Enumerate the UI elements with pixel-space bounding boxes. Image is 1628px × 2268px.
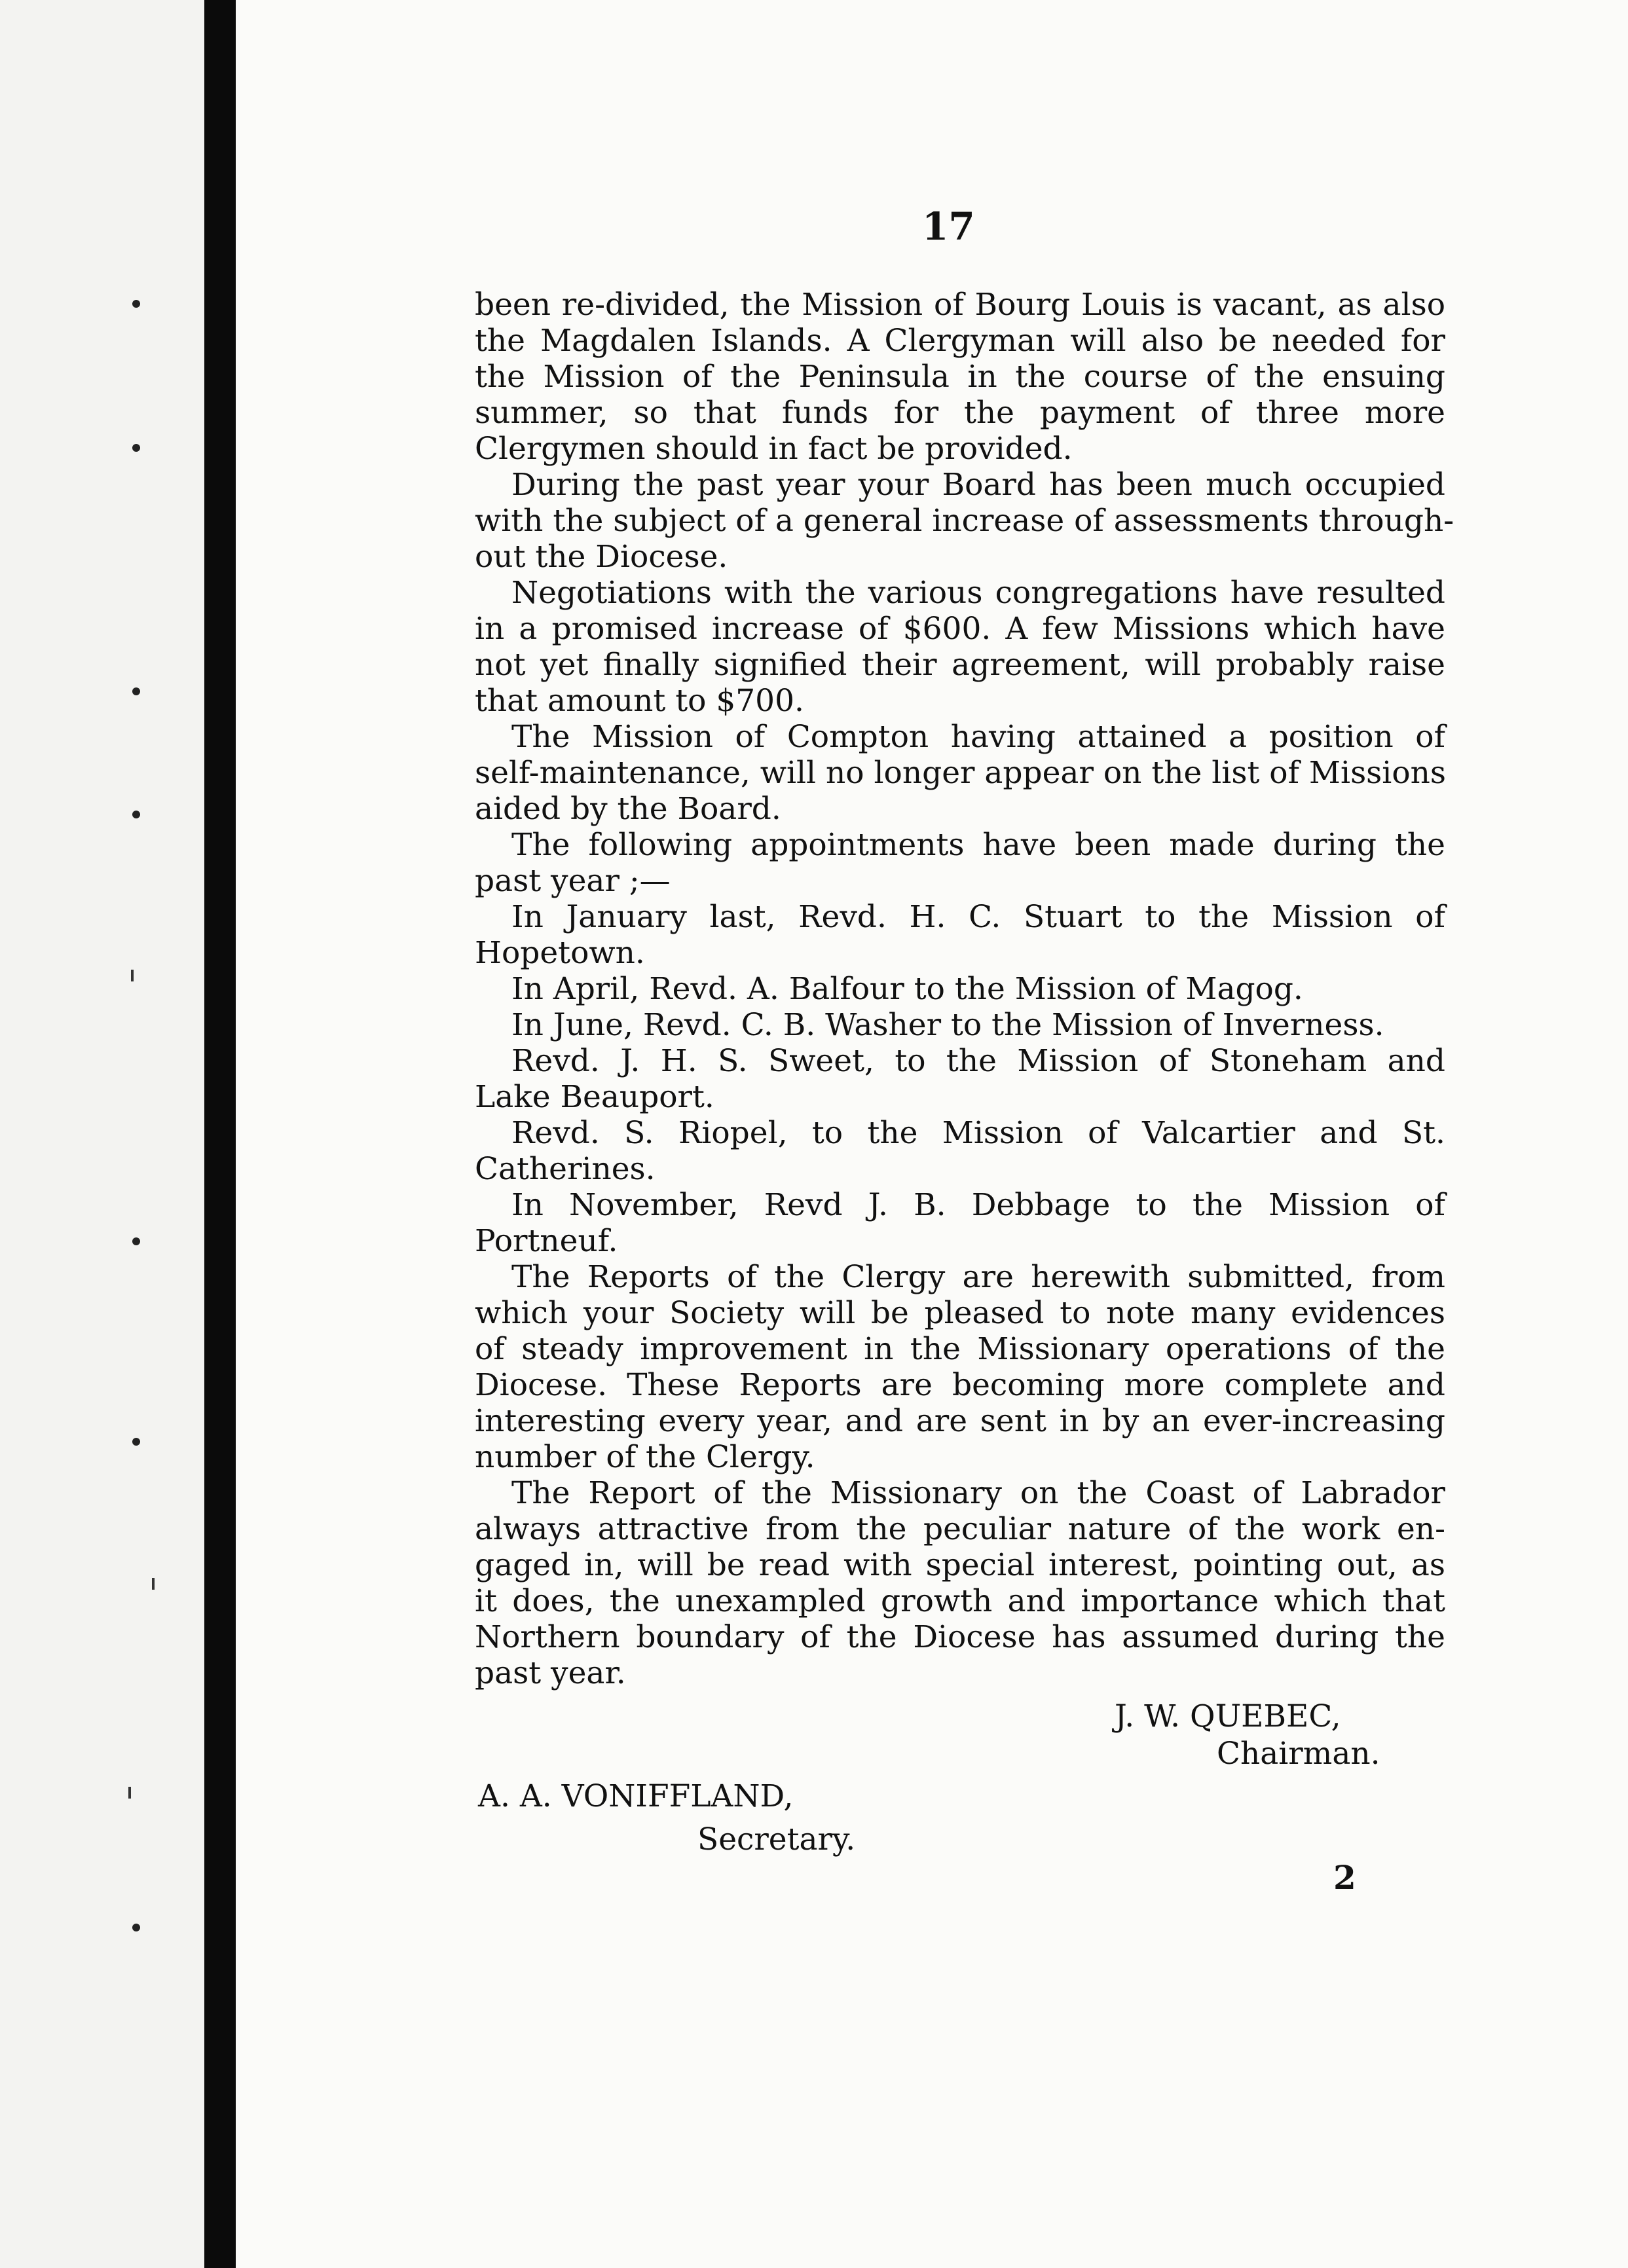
bleed-mark bbox=[132, 300, 140, 308]
bleed-mark bbox=[131, 970, 134, 981]
text-line: interesting every year, and are sent in by an ever-increasing bbox=[475, 1403, 1445, 1439]
paragraph bbox=[475, 971, 1445, 1007]
text-line: the Mission of the Peninsula in the course of the ensuing bbox=[475, 359, 1445, 395]
secretary-title: Secretary. bbox=[697, 1821, 856, 1857]
text-line: which your Society will be pleased to note many evidences bbox=[475, 1295, 1445, 1331]
text-line: summer, so that funds for the payment of three more bbox=[475, 395, 1445, 431]
text-line: aided by the Board. bbox=[475, 791, 781, 827]
paragraph bbox=[475, 1115, 1445, 1187]
text-line: Diocese. These Reports are becoming more complete and bbox=[475, 1367, 1445, 1403]
facing-page-edge bbox=[0, 0, 204, 2268]
paragraph bbox=[475, 1187, 1445, 1259]
bleed-mark bbox=[128, 1787, 131, 1799]
text-line: Catherines. bbox=[475, 1151, 656, 1187]
text-line: During the past year your Board has been much occupied bbox=[511, 467, 1445, 503]
paragraph bbox=[475, 575, 1445, 719]
paragraph bbox=[475, 719, 1445, 827]
bleed-mark bbox=[132, 811, 140, 818]
bleed-mark bbox=[132, 1438, 140, 1446]
text-line: number of the Clergy. bbox=[475, 1439, 815, 1475]
text-line: In June, Revd. C. B. Washer to the Mission of Inverness. bbox=[511, 1007, 1384, 1043]
chairman-name: J. W. QUEBEC, bbox=[1115, 1698, 1341, 1734]
text-line: out the Diocese. bbox=[475, 539, 728, 575]
text-line: Negotiations with the various congregations have resulted bbox=[511, 575, 1445, 611]
text-line: Portneuf. bbox=[475, 1223, 618, 1259]
text-line: Lake Beauport. bbox=[475, 1079, 714, 1115]
text-line: The Reports of the Clergy are herewith submitted, from bbox=[511, 1259, 1445, 1295]
text-line: Northern boundary of the Diocese has assumed during the bbox=[475, 1619, 1445, 1655]
paragraph bbox=[475, 1259, 1445, 1475]
text-line: Revd. S. Riopel, to the Mission of Valcartier and St. bbox=[511, 1115, 1445, 1151]
text-line: self-maintenance, will no longer appear on the list of Missions bbox=[475, 755, 1447, 791]
paragraph bbox=[475, 467, 1454, 575]
bleed-mark bbox=[132, 687, 140, 695]
text-line: The Report of the Missionary on the Coast of Labrador bbox=[511, 1475, 1445, 1511]
book-gutter bbox=[204, 0, 236, 2268]
body-text bbox=[475, 287, 1454, 1691]
text-line: The following appointments have been made during the bbox=[511, 827, 1445, 863]
paragraph bbox=[475, 899, 1445, 971]
text-line: that amount to $700. bbox=[475, 683, 804, 719]
paragraph bbox=[475, 287, 1445, 467]
text-line: In November, Revd J. B. Debbage to the Mission of bbox=[511, 1187, 1445, 1223]
text-line: Revd. J. H. S. Sweet, to the Mission of Stoneham and bbox=[511, 1043, 1445, 1079]
text-line: In January last, Revd. H. C. Stuart to the Mission of bbox=[511, 899, 1445, 935]
bleed-mark bbox=[152, 1578, 155, 1590]
bleed-mark bbox=[132, 1924, 140, 1931]
signature-mark: 2 bbox=[1333, 1858, 1356, 1897]
paragraph bbox=[475, 1475, 1445, 1691]
paragraph bbox=[475, 827, 1445, 899]
text-line: In April, Revd. A. Balfour to the Mission of Magog. bbox=[511, 971, 1303, 1007]
text-line: gaged in, will be read with special interest, pointing out, as bbox=[475, 1547, 1445, 1583]
paragraph bbox=[475, 1043, 1445, 1115]
text-line: it does, the unexampled growth and importance which that bbox=[475, 1583, 1445, 1619]
page-number: 17 bbox=[922, 204, 975, 249]
chairman-title: Chairman. bbox=[1217, 1736, 1380, 1772]
secretary-name: A. A. VONIFFLAND, bbox=[478, 1778, 794, 1814]
text-line: with the subject of a general increase of assessments through- bbox=[475, 503, 1454, 539]
paragraph bbox=[475, 1007, 1445, 1043]
text-line: the Magdalen Islands. A Clergyman will also be needed for bbox=[475, 323, 1445, 359]
bleed-mark bbox=[132, 1237, 140, 1245]
text-line: been re-divided, the Mission of Bourg Louis is vacant, as also bbox=[475, 287, 1445, 323]
text-line: The Mission of Compton having attained a position of bbox=[511, 719, 1445, 755]
text-line: not yet finally signified their agreement, will probably raise bbox=[475, 647, 1445, 683]
text-line: always attractive from the peculiar nature of the work en- bbox=[475, 1511, 1445, 1547]
text-line: past year ;— bbox=[475, 863, 671, 899]
text-line: past year. bbox=[475, 1655, 626, 1691]
text-line: of steady improvement in the Missionary operations of the bbox=[475, 1331, 1445, 1367]
text-line: in a promised increase of $600. A few Missions which have bbox=[475, 611, 1445, 647]
text-line: Hopetown. bbox=[475, 935, 645, 971]
bleed-mark bbox=[132, 444, 140, 452]
text-line: Clergymen should in fact be provided. bbox=[475, 431, 1073, 467]
